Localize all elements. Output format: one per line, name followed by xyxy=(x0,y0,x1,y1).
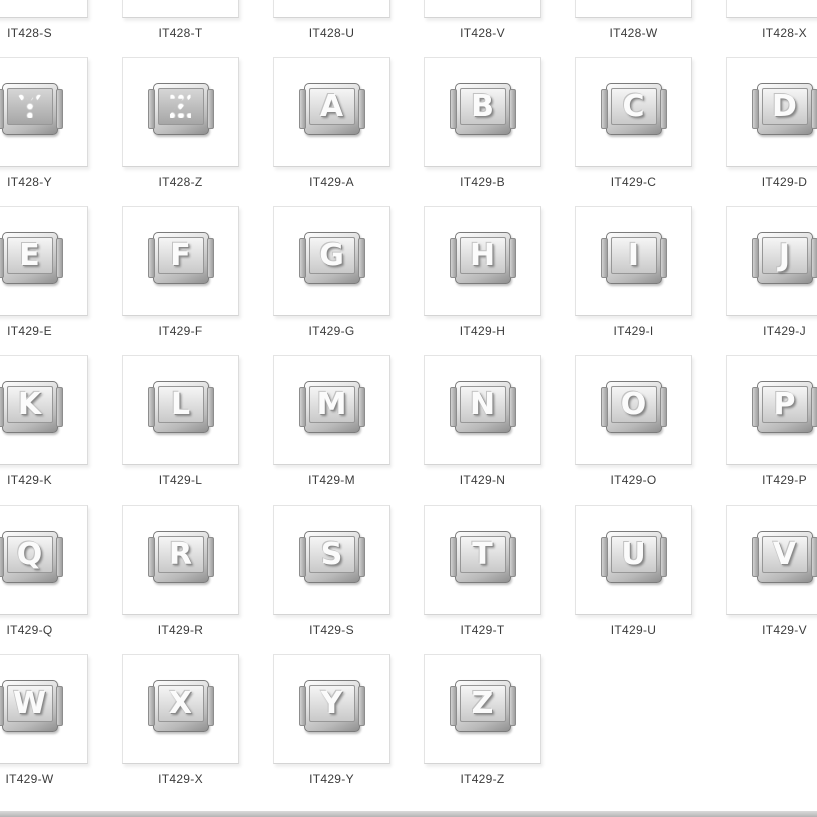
charm-letter: Z xyxy=(471,685,494,721)
product-image[interactable] xyxy=(122,355,239,465)
charm-face xyxy=(7,536,53,573)
product-sku-label: IT429-R xyxy=(157,623,204,637)
charm-letter: K xyxy=(17,386,42,422)
product-cell xyxy=(424,654,541,786)
product-sku-label: IT428-Y xyxy=(7,175,52,189)
product-image[interactable] xyxy=(0,0,88,18)
charm-letter: B xyxy=(471,88,494,124)
charm-face xyxy=(158,88,204,125)
charm-image xyxy=(304,680,360,732)
product-image[interactable] xyxy=(726,505,817,615)
product-sku-label: IT428-W xyxy=(609,26,658,40)
bottom-divider-bar xyxy=(0,811,817,817)
charm-face xyxy=(611,237,657,274)
product-cell xyxy=(0,206,88,338)
product-sku-label: IT429-I xyxy=(613,324,654,338)
charm-image xyxy=(757,232,813,284)
charm-image xyxy=(2,381,58,433)
product-cell xyxy=(0,505,88,637)
charm-image xyxy=(2,531,58,583)
charm-letter: P xyxy=(773,386,796,422)
product-image[interactable] xyxy=(0,355,88,465)
charm-face xyxy=(460,88,506,125)
product-cell xyxy=(122,505,239,637)
charm-face xyxy=(460,536,506,573)
product-cell xyxy=(424,57,541,189)
product-sku-label: IT429-M xyxy=(308,473,355,487)
product-image[interactable] xyxy=(273,505,390,615)
product-sku-label: IT429-T xyxy=(460,623,505,637)
charm-letter: Q xyxy=(16,536,43,572)
product-sku-label: IT429-B xyxy=(460,175,505,189)
product-sku-label: IT429-D xyxy=(761,175,808,189)
charm-face xyxy=(611,536,657,573)
product-sku-label: IT428-T xyxy=(158,26,203,40)
product-cell xyxy=(0,355,88,487)
product-sku-label: IT429-W xyxy=(5,772,54,786)
charm-face xyxy=(460,386,506,423)
charm-letter: E xyxy=(19,237,40,273)
charm-image xyxy=(304,83,360,135)
product-image[interactable] xyxy=(424,57,541,167)
charm-face xyxy=(611,386,657,423)
charm-face xyxy=(158,386,204,423)
product-image[interactable] xyxy=(273,57,390,167)
charm-letter: V xyxy=(772,536,797,572)
charm-letter: R xyxy=(168,536,193,572)
charm-image xyxy=(304,531,360,583)
product-cell xyxy=(575,0,692,40)
charm-image xyxy=(606,531,662,583)
charm-letter: J xyxy=(778,237,791,273)
product-image[interactable] xyxy=(122,57,239,167)
charm-face xyxy=(7,237,53,274)
product-image[interactable] xyxy=(726,355,817,465)
charm-image xyxy=(153,232,209,284)
product-cell xyxy=(575,57,692,189)
charm-image xyxy=(455,381,511,433)
product-image[interactable] xyxy=(122,0,239,18)
product-cell xyxy=(122,654,239,786)
product-cell xyxy=(726,206,817,338)
charm-image xyxy=(153,381,209,433)
product-sku-label: IT429-C xyxy=(610,175,657,189)
product-image[interactable] xyxy=(726,206,817,316)
charm-image xyxy=(455,83,511,135)
product-image[interactable] xyxy=(122,505,239,615)
product-image[interactable] xyxy=(424,0,541,18)
product-sku-label: IT429-Y xyxy=(309,772,354,786)
charm-letter: F xyxy=(170,237,191,273)
charm-letter: T xyxy=(472,536,493,572)
charm-image xyxy=(2,232,58,284)
product-sku-label: IT429-N xyxy=(459,473,506,487)
charm-letter: O xyxy=(620,386,647,422)
charm-letter: X xyxy=(168,685,193,721)
product-sku-label: IT428-U xyxy=(308,26,355,40)
product-image[interactable] xyxy=(273,0,390,18)
product-cell xyxy=(424,0,541,40)
charm-face xyxy=(460,685,506,722)
charm-image xyxy=(2,680,58,732)
charm-image xyxy=(757,531,813,583)
charm-image xyxy=(606,232,662,284)
product-image[interactable] xyxy=(0,206,88,316)
product-sku-label: IT428-S xyxy=(7,26,52,40)
product-image[interactable] xyxy=(726,0,817,18)
charm-letter: N xyxy=(469,386,496,422)
charm-face xyxy=(309,536,355,573)
charm-letter: I xyxy=(627,237,640,273)
product-image[interactable] xyxy=(424,654,541,764)
product-sku-label: IT429-O xyxy=(610,473,657,487)
charm-face xyxy=(158,237,204,274)
product-cell xyxy=(122,355,239,487)
product-image[interactable] xyxy=(122,654,239,764)
product-sku-label: IT428-X xyxy=(762,26,807,40)
charm-image xyxy=(455,531,511,583)
charm-face xyxy=(7,386,53,423)
product-cell xyxy=(0,57,88,189)
product-image[interactable] xyxy=(575,206,692,316)
charm-face xyxy=(309,237,355,274)
product-sku-label: IT429-F xyxy=(158,324,203,338)
product-cell xyxy=(424,355,541,487)
charm-letter: L xyxy=(170,386,191,422)
product-sku-label: IT429-X xyxy=(158,772,203,786)
product-sku-label: IT429-A xyxy=(309,175,354,189)
product-image[interactable] xyxy=(726,57,817,167)
product-cell xyxy=(726,355,817,487)
product-cell xyxy=(122,57,239,189)
charm-image xyxy=(606,83,662,135)
product-image[interactable] xyxy=(424,355,541,465)
product-cell xyxy=(122,0,239,40)
product-cell xyxy=(726,57,817,189)
product-cell xyxy=(575,355,692,487)
charm-letter: Y xyxy=(320,685,343,721)
charm-letter: A xyxy=(319,88,344,124)
product-sku-label: IT429-G xyxy=(308,324,355,338)
charm-letter: G xyxy=(319,237,344,273)
product-cell xyxy=(726,0,817,40)
product-cell xyxy=(0,0,88,40)
product-sku-label: IT429-E xyxy=(7,324,52,338)
product-image[interactable] xyxy=(0,654,88,764)
charm-face xyxy=(309,88,355,125)
product-sku-label: IT429-Z xyxy=(460,772,505,786)
product-sku-label: IT429-J xyxy=(763,324,806,338)
product-sku-label: IT428-V xyxy=(460,26,505,40)
charm-image xyxy=(757,83,813,135)
product-sku-label: IT429-K xyxy=(7,473,52,487)
charm-image xyxy=(153,680,209,732)
charm-letter: C xyxy=(622,88,645,124)
charm-image xyxy=(304,381,360,433)
charm-face xyxy=(611,88,657,125)
charm-letter: D xyxy=(772,88,797,124)
product-sku-label: IT429-S xyxy=(309,623,354,637)
product-cell xyxy=(424,206,541,338)
product-sku-label: IT429-L xyxy=(158,473,203,487)
product-cell xyxy=(273,505,390,637)
charm-face xyxy=(158,685,204,722)
charm-image xyxy=(304,232,360,284)
product-sku-label: IT428-Z xyxy=(158,175,203,189)
charm-letter: S xyxy=(320,536,343,572)
product-cell xyxy=(575,505,692,637)
charm-image xyxy=(153,531,209,583)
charm-face xyxy=(762,88,808,125)
product-cell xyxy=(424,505,541,637)
charm-letter: Z xyxy=(168,87,193,126)
product-cell xyxy=(575,206,692,338)
charm-letter: H xyxy=(469,237,496,273)
product-image[interactable] xyxy=(575,57,692,167)
product-sku-label: IT429-U xyxy=(610,623,657,637)
product-image[interactable] xyxy=(273,654,390,764)
product-sku-label: IT429-Q xyxy=(6,623,53,637)
product-image[interactable] xyxy=(0,505,88,615)
product-image[interactable] xyxy=(424,206,541,316)
charm-letter: U xyxy=(621,536,646,572)
product-sku-label: IT429-V xyxy=(762,623,807,637)
charm-face xyxy=(762,386,808,423)
charm-image xyxy=(153,83,209,135)
charm-face xyxy=(762,536,808,573)
product-image[interactable] xyxy=(273,355,390,465)
product-image[interactable] xyxy=(273,206,390,316)
charm-face xyxy=(762,237,808,274)
product-image[interactable] xyxy=(424,505,541,615)
product-cell xyxy=(273,57,390,189)
product-image[interactable] xyxy=(0,57,88,167)
charm-image xyxy=(606,381,662,433)
charm-face xyxy=(309,685,355,722)
charm-face xyxy=(7,685,53,722)
product-cell xyxy=(273,206,390,338)
product-sku-label: IT429-H xyxy=(459,324,506,338)
product-image[interactable] xyxy=(575,355,692,465)
charm-face xyxy=(309,386,355,423)
charm-face xyxy=(7,88,53,125)
charm-image xyxy=(2,83,58,135)
charm-face xyxy=(460,237,506,274)
product-cell xyxy=(273,0,390,40)
product-cell xyxy=(273,355,390,487)
product-image[interactable] xyxy=(575,505,692,615)
charm-image xyxy=(455,232,511,284)
product-image[interactable] xyxy=(122,206,239,316)
charm-image xyxy=(455,680,511,732)
charm-letter: Y xyxy=(17,87,42,126)
charm-letter: M xyxy=(316,386,347,422)
product-cell xyxy=(122,206,239,338)
charm-image xyxy=(757,381,813,433)
charm-letter: W xyxy=(12,685,47,721)
charm-face xyxy=(158,536,204,573)
product-cell xyxy=(273,654,390,786)
product-cell xyxy=(726,505,817,637)
product-sku-label: IT429-P xyxy=(762,473,807,487)
product-cell xyxy=(0,654,88,786)
product-image[interactable] xyxy=(575,0,692,18)
